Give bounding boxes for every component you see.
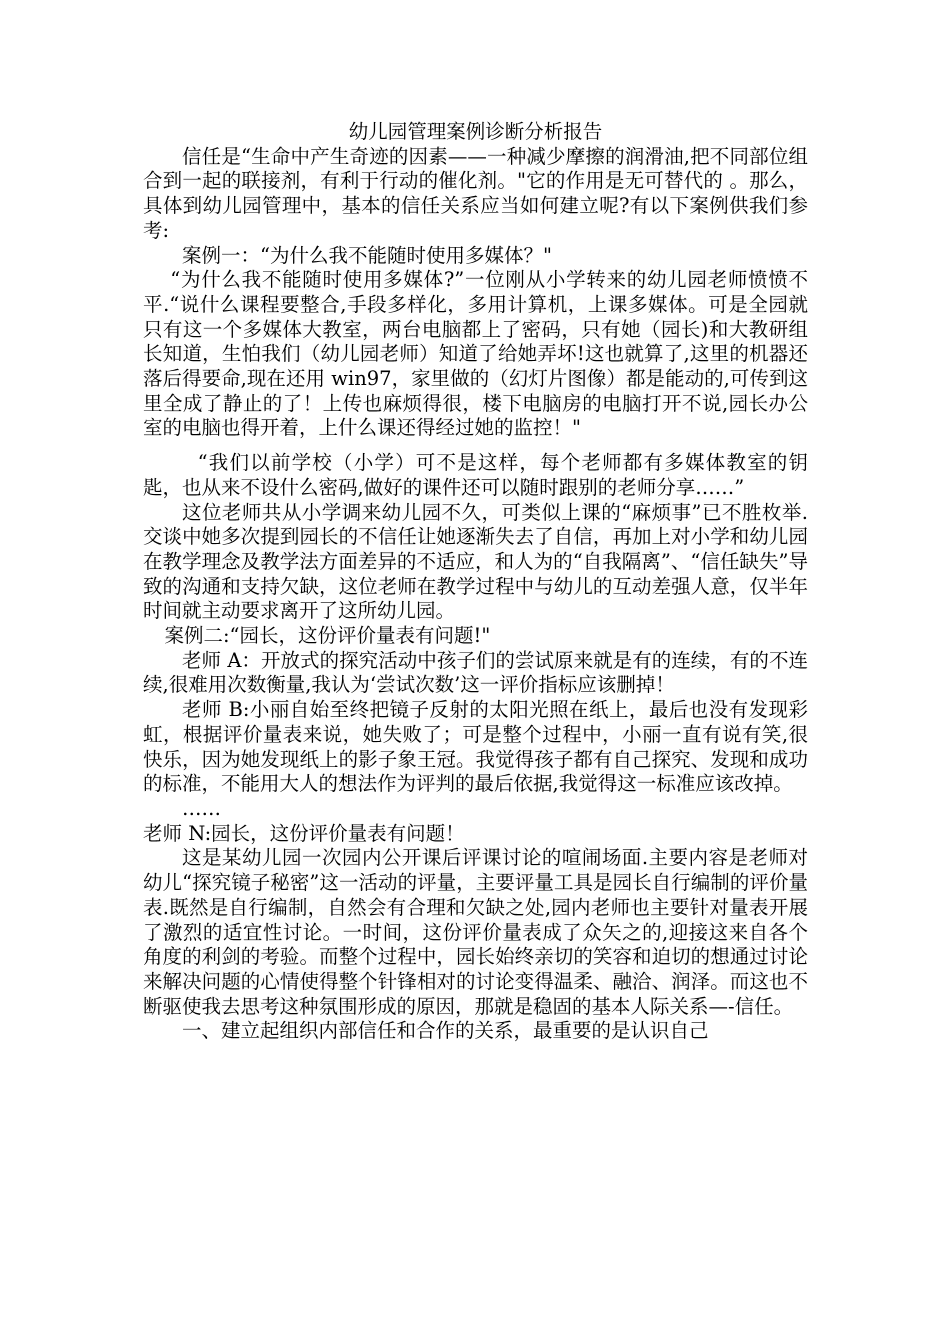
case-one-quote: “为什么我不能随时使用多媒体?”一位刚从小学转来的幼儿园老师愤愤不平.“说什么课程要整合,手段多样化，多用计算机，上课多媒体。可是全园就只有这一个多媒体大教室，两台电脑都上了密码，只有她（园长)和大教研组长知道，生怕我们（幼儿园老师）知道了给她弄坏!这也就算了,这里的机器还落后得要命,现在还用 win97，家里做的（幻灯片图像）都是能动的,可传到这里全成了静止的了！上传也麻烦得很，楼下电脑房的电脑打开不说,园长办公室的电脑也得开着，上什么课还得经过她的监控！" bbox=[143, 268, 808, 440]
case-one-quote-continued: “我们以前学校（小学）可不是这样，每个老师都有多媒体教室的钥匙，也从来不设什么密码,做好的课件还可以随时跟别的老师分享……” bbox=[143, 451, 808, 499]
case-one-analysis: 这位老师共从小学调来幼儿园不久，可类似上课的“麻烦事”已不胜枚举.交谈中她多次提到园长的不信任让她逐渐失去了自信，再加上对小学和幼儿园在教学理念及教学法方面差异的不适应，和人为的“自我隔离”、“信任缺失”导致的沟通和支持欠缺，这位老师在教学过程中与幼儿的互动差强人意，仅半年时间就主动要求离开了这所幼儿园。 bbox=[143, 500, 808, 623]
document-page bbox=[143, 120, 808, 1044]
case-two-heading: 案例二:“园长，这份评价量表有问题!" bbox=[164, 624, 491, 648]
document-title: 幼儿园管理案例诊断分析报告 bbox=[348, 120, 603, 143]
case-one-heading: 案例一：“为什么我不能随时使用多媒体？" bbox=[182, 243, 552, 267]
section-one-heading: 一、建立起组织内部信任和合作的关系，最重要的是认识自己 bbox=[182, 1019, 709, 1043]
case-two-analysis: 这是某幼儿园一次园内公开课后评课讨论的喧闹场面.主要内容是老师对幼儿“探究镜子秘密”这一活动的评量，主要评量工具是园长自行编制的评价量表.既然是自行编制，自然会有合理和欠缺之处,园内老师也主要针对量表开展了激烈的适宜性讨论。一时间，这份评价量表成了众矢之的,迎接这来自各个角度的利剑的考验。而整个过程中，园长始终亲切的笑容和迫切的想通过讨论来解决问题的心情使得整个针锋相对的讨论变得温柔、融洽、润泽。而这也不断驱使我去思考这种氛围形成的原因，那就是稳固的基本人际关系—-信任。 bbox=[143, 846, 808, 1018]
teacher-a-comment: 老师 A：开放式的探究活动中孩子们的尝试原来就是有的连续，有的不连续,很难用次数衡量,我认为‘尝试次数’这一评价指标应该删掉！ bbox=[143, 648, 808, 697]
teacher-n-comment: 老师 N:园长，这份评价量表有问题！ bbox=[143, 821, 465, 845]
teacher-b-comment: 老师 B:小丽自始至终把镜子反射的太阳光照在纸上，最后也没有发现彩虹，根据评价量表来说，她失败了；可是整个过程中，小丽一直有说有笑,很快乐，因为她发现纸上的影子象王冠。我觉得孩子都有自己探究、发现和成功的标准，不能用大人的想法作为评判的最后依据,我觉得这一标准应该改掉。 bbox=[143, 698, 808, 796]
ellipsis-line: …… bbox=[182, 796, 221, 820]
intro-paragraph: 信任是“生命中产生奇迹的因素——一种减少摩擦的润滑油,把不同部位组合到一起的联接剂，有利于行动的催化剂。"它的作用是无可替代的 。那么，具体到幼儿园管理中，基本的信任关系应当如何建立呢?有以下案例供我们参考: bbox=[143, 144, 808, 242]
